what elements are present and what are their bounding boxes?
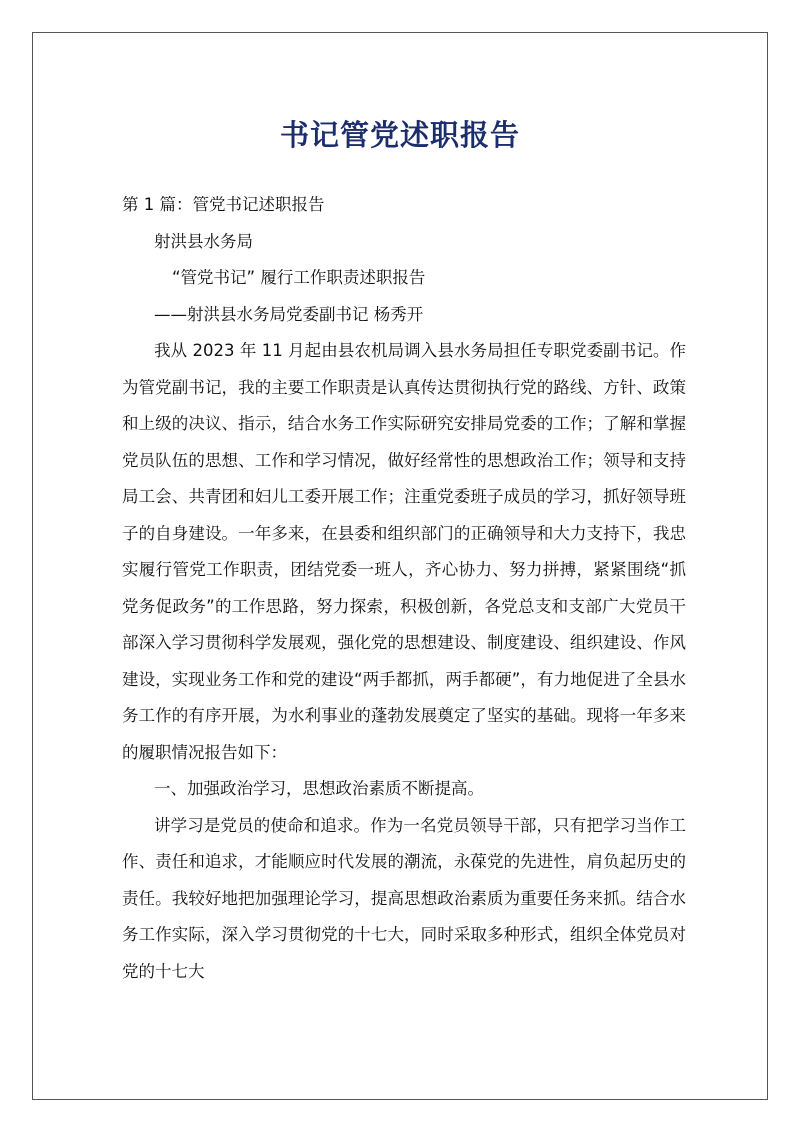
- document-page: [32, 32, 768, 1100]
- section-heading-1: 一、加强政治学习，思想政治素质不断提高。: [154, 779, 484, 798]
- org-name: 射洪县水务局: [154, 231, 253, 251]
- report-title: “管党书记” 履行工作职责述职报告: [172, 268, 426, 287]
- paragraph-intro: 我从 2023 年 11 月起由县农机局调入县水务局担任专职党委副书记。作为管党副书记，我的主要工作职责是认真传达贯彻执行党的路线、方针、政策和上级的决议、指示，结合水务工作实际研究安排局党委的工作；了解和掌握党员队伍的思想、工作和学习情况，做好经常性的思想政治工作；领导和支持局工会、共青团和妇儿工委开展工作；注重党委班子成员的学习，抓好领导班子的自身建设。一年多来，在县委和组织部门的正确领导和大力支持下，我忠实履行管党工作职责，团结党委一班人，齐心协力、努力拼搏，紧紧围绕“抓党务促政务”的工作思路，努力探索，积极创新，各党总支和支部广大党员干部深入学习贯彻科学发展观，强化党的思想建设、制度建设、组织建设、作风建设，实现业务工作和党的建设“两手都抓，两手都硬”，有力地促进了全县水务工作的有序开展，为水利事业的蓬勃发展奠定了坚实的基础。现将一年多来的履职情况报告如下：: [122, 341, 686, 762]
- paragraph-study: 讲学习是党员的使命和追求。作为一名党员领导干部，只有把学习当作工作、责任和追求，才能顺应时代发展的潮流，永葆党的先进性，肩负起历史的责任。我较好地把加强理论学习，提高思想政治素质为重要任务来抓。结合水务工作实际，深入学习贯彻党的十七大，同时采取多种形式，组织全体党员对党的十七大: [122, 815, 686, 981]
- author-line: ——射洪县水务局党委副书记 杨秀开: [154, 304, 424, 324]
- document-body: [122, 187, 686, 990]
- document-title: 书记管党述职报告: [279, 118, 520, 152]
- chapter-heading: 第 1 篇：管党书记述职报告: [122, 195, 325, 214]
